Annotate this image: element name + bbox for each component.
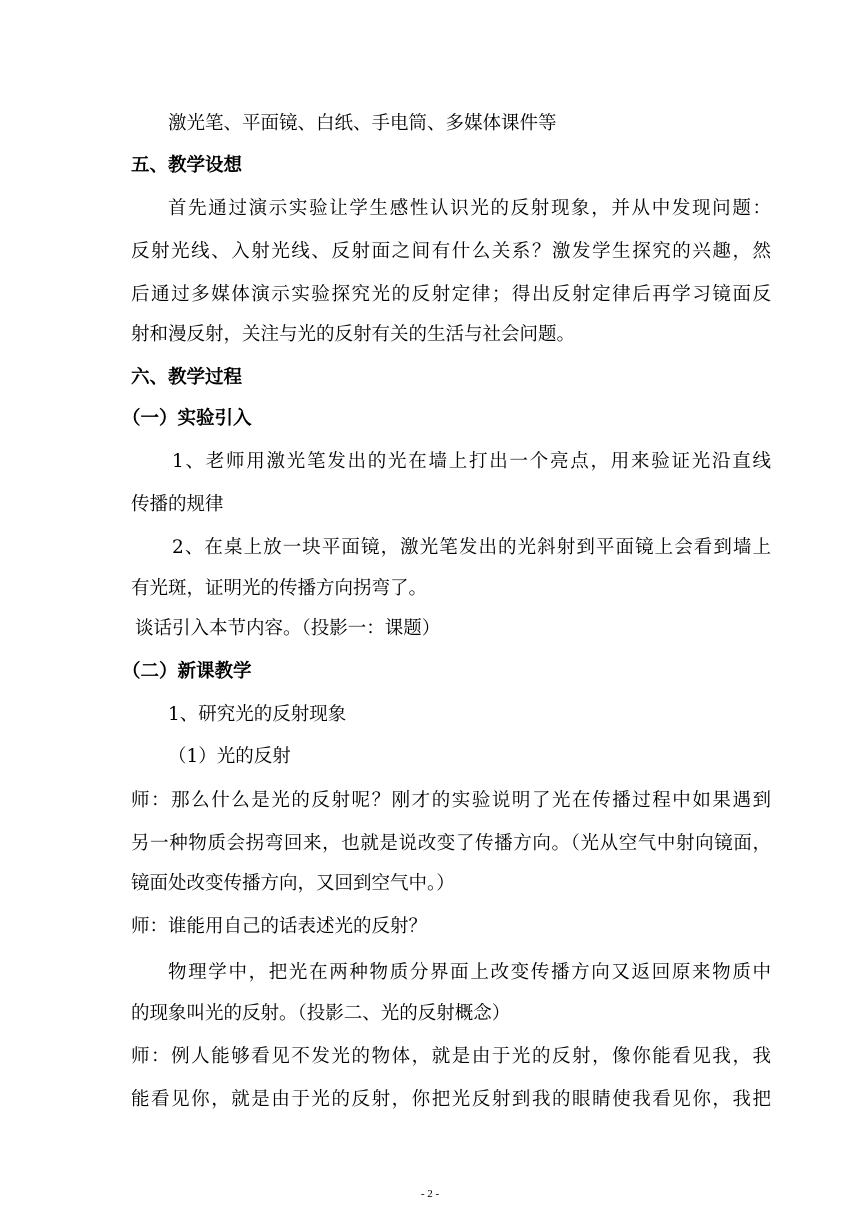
teacher-line: 镜面处改变传播方向，又回到空气中。） bbox=[131, 873, 455, 894]
item-2-line: 有光斑，证明光的传播方向拐弯了。 bbox=[131, 578, 428, 599]
item-1-line: 传播的规律 bbox=[131, 494, 224, 515]
section-5-paragraph-line: 首先通过演示实验让学生感性认识光的反射现象，并从中发现问题： bbox=[168, 198, 771, 219]
subsection-2-heading: （二）新课教学 bbox=[122, 661, 252, 682]
subsection-1-heading: （一）实验引入 bbox=[122, 408, 252, 429]
materials-line: 激光笔、平面镜、白纸、手电筒、多媒体课件等 bbox=[168, 113, 557, 134]
definition-line: 物理学中，把光在两种物质分界面上改变传播方向又返回原来物质中 bbox=[168, 962, 771, 983]
teacher-line: 师：那么什么是光的反射呢？刚才的实验说明了光在传播过程中如果遇到 bbox=[131, 790, 771, 811]
topic-1-1-heading: （1）光的反射 bbox=[168, 746, 291, 767]
section-6-heading: 六、教学过程 bbox=[131, 367, 243, 388]
definition-line: 的现象叫光的反射。（投影二、光的反射概念） bbox=[131, 1003, 511, 1024]
section-5-paragraph-line: 后通过多媒体演示实验探究光的反射定律；得出反射定律后再学习镜面反 bbox=[131, 284, 771, 305]
talk-intro-line: 谈话引入本节内容。（投影一：课题） bbox=[135, 618, 441, 639]
teacher-example-line: 能看见你，就是由于光的反射，你把光反射到我的眼睛使我看见你，我把 bbox=[131, 1089, 771, 1110]
section-5-paragraph-line: 反射光线、入射光线、反射面之间有什么关系？激发学生探究的兴趣，然 bbox=[131, 241, 771, 262]
teacher-line: 另一种物质会拐弯回来，也就是说改变了传播方向。（光从空气中射向镜面， bbox=[131, 833, 771, 854]
teacher-example-line: 师：例人能够看见不发光的物体，就是由于光的反射，像你能看见我，我 bbox=[131, 1046, 771, 1067]
page-number: - 2 - bbox=[420, 1188, 440, 1200]
topic-1-heading: 1、研究光的反射现象 bbox=[168, 704, 347, 725]
section-5-heading: 五、教学设想 bbox=[131, 155, 243, 176]
teacher-question-line: 师：谁能用自己的话表述光的反射？ bbox=[131, 916, 428, 937]
item-1-line: 1、老师用激光笔发出的光在墙上打出一个亮点，用来验证光沿直线 bbox=[172, 451, 771, 472]
section-5-paragraph-line: 射和漫反射，关注与光的反射有关的生活与社会问题。 bbox=[131, 324, 576, 345]
item-2-line: 2、在桌上放一块平面镜，激光笔发出的光斜射到平面镜上会看到墙上 bbox=[172, 537, 771, 558]
